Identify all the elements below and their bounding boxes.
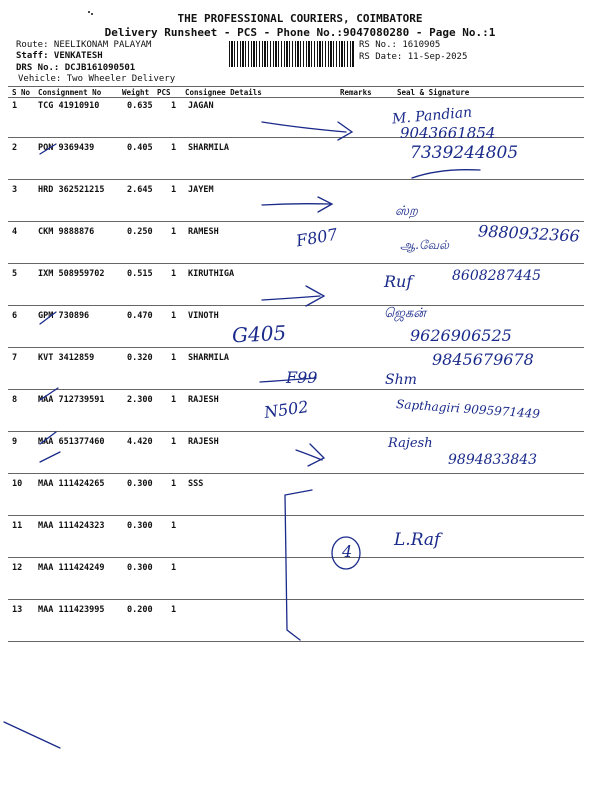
- phone-row6: 9626906525: [410, 326, 512, 345]
- row-consignment-no: KVT 3412859: [38, 353, 95, 363]
- row-consignee: SHARMILA: [188, 143, 229, 153]
- col-weight: Weight: [122, 88, 150, 97]
- arrow-row6: [262, 296, 320, 300]
- remark-row6: G405: [231, 320, 287, 348]
- row-consignee: JAGAN: [188, 101, 214, 111]
- arrow-row3: [262, 204, 330, 205]
- arrow-row9: [296, 450, 322, 460]
- row-consignment-no: TCG 41910910: [38, 101, 100, 111]
- arrow-row9-head: [308, 444, 324, 466]
- runsheet-subtitle: Delivery Runsheet - PCS - Phone No.:9047080280 - Page No.:1: [104, 26, 496, 39]
- row-pcs: 1: [171, 563, 177, 573]
- col-seal-signature: Seal & Signature: [397, 88, 470, 97]
- row-weight: 0.635: [127, 101, 153, 111]
- col-sno: S No: [12, 88, 31, 97]
- sig-row4: ஆ.வேல்: [400, 238, 449, 252]
- row-pcs: 1: [171, 185, 177, 195]
- row-pcs: 1: [171, 479, 177, 489]
- barcode: [229, 41, 354, 67]
- row-weight: 2.300: [127, 395, 153, 405]
- company-title: THE PROFESSIONAL COURIERS, COIMBATORE: [177, 12, 423, 25]
- bracket-rows-10-13: [285, 490, 312, 640]
- sig-row7: Shm: [385, 372, 417, 388]
- arrow-row3-head: [318, 197, 332, 212]
- row-divider: [8, 347, 584, 348]
- row-consignment-no: MAA 111423995: [38, 605, 105, 615]
- row-pcs: 1: [171, 143, 177, 153]
- col-pcs: PCS: [157, 88, 171, 97]
- row-consignment-no: CKM 9888876: [38, 227, 95, 237]
- sig-row5: Ruf: [384, 272, 413, 291]
- sig-row1: M. Pandian: [391, 104, 473, 128]
- stray-mark: [4, 722, 60, 748]
- signature-row2: [412, 170, 480, 178]
- row-sno: 2: [12, 143, 18, 153]
- row-pcs: 1: [171, 437, 177, 447]
- remark-row7: F99: [286, 368, 318, 387]
- row-consignment-no: PON 9369439: [38, 143, 95, 153]
- row-consignee: RAMESH: [188, 227, 219, 237]
- row-sno: 9: [12, 437, 18, 447]
- row-pcs: 1: [171, 311, 177, 321]
- phone-row1: 9043661854: [400, 124, 496, 142]
- row-sno: 11: [12, 521, 23, 531]
- phone-row9: 9894833843: [448, 452, 538, 468]
- header-bottom-rule: [8, 97, 584, 98]
- row-sno: 4: [12, 227, 18, 237]
- col-consignment: Consignment No: [38, 88, 102, 97]
- row-divider: [8, 557, 584, 558]
- row-consignee: JAYEM: [188, 185, 214, 195]
- remark-row8: N502: [262, 396, 310, 423]
- row-consignment-no: IXM 508959702: [38, 269, 105, 279]
- sig-row6: ஜெகன்: [384, 306, 426, 321]
- vehicle-label: Vehicle: Two Wheeler Delivery: [18, 74, 176, 84]
- col-remarks: Remarks: [340, 88, 372, 97]
- row-pcs: 1: [171, 605, 177, 615]
- row-divider: [8, 305, 584, 306]
- row-consignee: RAJESH: [188, 437, 219, 447]
- row-divider: [8, 179, 584, 180]
- row-sno: 12: [12, 563, 23, 573]
- staff-label: Staff: VENKATESH: [16, 51, 103, 61]
- phone-row7: 9845679678: [432, 350, 534, 369]
- row-divider: [8, 263, 584, 264]
- row-weight: 0.300: [127, 479, 153, 489]
- row-weight: 0.405: [127, 143, 153, 153]
- row-pcs: 1: [171, 353, 177, 363]
- row-consignment-no: HRD 362521215: [38, 185, 105, 195]
- drs-label: DRS No.: DCJB161090501: [16, 63, 136, 73]
- phone-row5: 8608287445: [452, 268, 542, 284]
- row-consignee: KIRUTHIGA: [188, 269, 235, 279]
- row-weight: 0.200: [127, 605, 153, 615]
- route-label: Route: NEELIKONAM PALAYAM: [16, 40, 152, 50]
- row-sno: 6: [12, 311, 18, 321]
- row-divider: [8, 641, 584, 642]
- row-sno: 10: [12, 479, 23, 489]
- row-consignment-no: MAA 111424249: [38, 563, 105, 573]
- rs-number: RS No.: 1610905: [359, 40, 441, 50]
- row-weight: 4.420: [127, 437, 153, 447]
- row-divider: [8, 515, 584, 516]
- arrow-row1: [262, 122, 346, 132]
- row-consignment-no: GPM 730896: [38, 311, 90, 321]
- row-consignment-no: MAA 651377460: [38, 437, 105, 447]
- header-top-rule: [8, 86, 584, 87]
- row-consignee: SSS: [188, 479, 204, 489]
- row-consignee: SHARMILA: [188, 353, 229, 363]
- row-pcs: 1: [171, 521, 177, 531]
- row-sno: 7: [12, 353, 18, 363]
- row-pcs: 1: [171, 227, 177, 237]
- row-divider: [8, 599, 584, 600]
- row-pcs: 1: [171, 395, 177, 405]
- row-weight: 0.300: [127, 521, 153, 531]
- row-weight: 0.320: [127, 353, 153, 363]
- row-divider: [8, 137, 584, 138]
- sig-row3: ஸ்ற: [395, 204, 418, 219]
- row-sno: 8: [12, 395, 18, 405]
- row-weight: 0.250: [127, 227, 153, 237]
- row-consignment-no: MAA 111424265: [38, 479, 105, 489]
- row-divider: [8, 431, 584, 432]
- row-pcs: 1: [171, 269, 177, 279]
- row-sno: 13: [12, 605, 23, 615]
- row-consignment-no: MAA 712739591: [38, 395, 105, 405]
- phone-row4: 9880932366: [477, 221, 581, 246]
- sig-row9: Rajesh: [388, 436, 433, 451]
- row-weight: 0.470: [127, 311, 153, 321]
- arrow-row6-head: [306, 286, 324, 306]
- row-divider: [8, 389, 584, 390]
- row-pcs: 1: [171, 101, 177, 111]
- row-divider: [8, 473, 584, 474]
- col-consignee: Consignee Details: [185, 88, 262, 97]
- sig-row8: Sapthagiri 9095971449: [395, 396, 541, 422]
- row-consignee: RAJESH: [188, 395, 219, 405]
- row-consignment-no: MAA 111424323: [38, 521, 105, 531]
- row-weight: 2.645: [127, 185, 153, 195]
- rs-date: RS Date: 11-Sep-2025: [359, 52, 468, 62]
- group-count: 4: [342, 542, 353, 561]
- row-sno: 5: [12, 269, 18, 279]
- row-weight: 0.300: [127, 563, 153, 573]
- sig-group: L.Raf: [394, 530, 441, 550]
- phone-row2: 7339244805: [410, 143, 519, 163]
- row-weight: 0.515: [127, 269, 153, 279]
- row-sno: 3: [12, 185, 18, 195]
- remark-row4: F807: [294, 224, 339, 251]
- row-sno: 1: [12, 101, 18, 111]
- row-consignee: VINOTH: [188, 311, 219, 321]
